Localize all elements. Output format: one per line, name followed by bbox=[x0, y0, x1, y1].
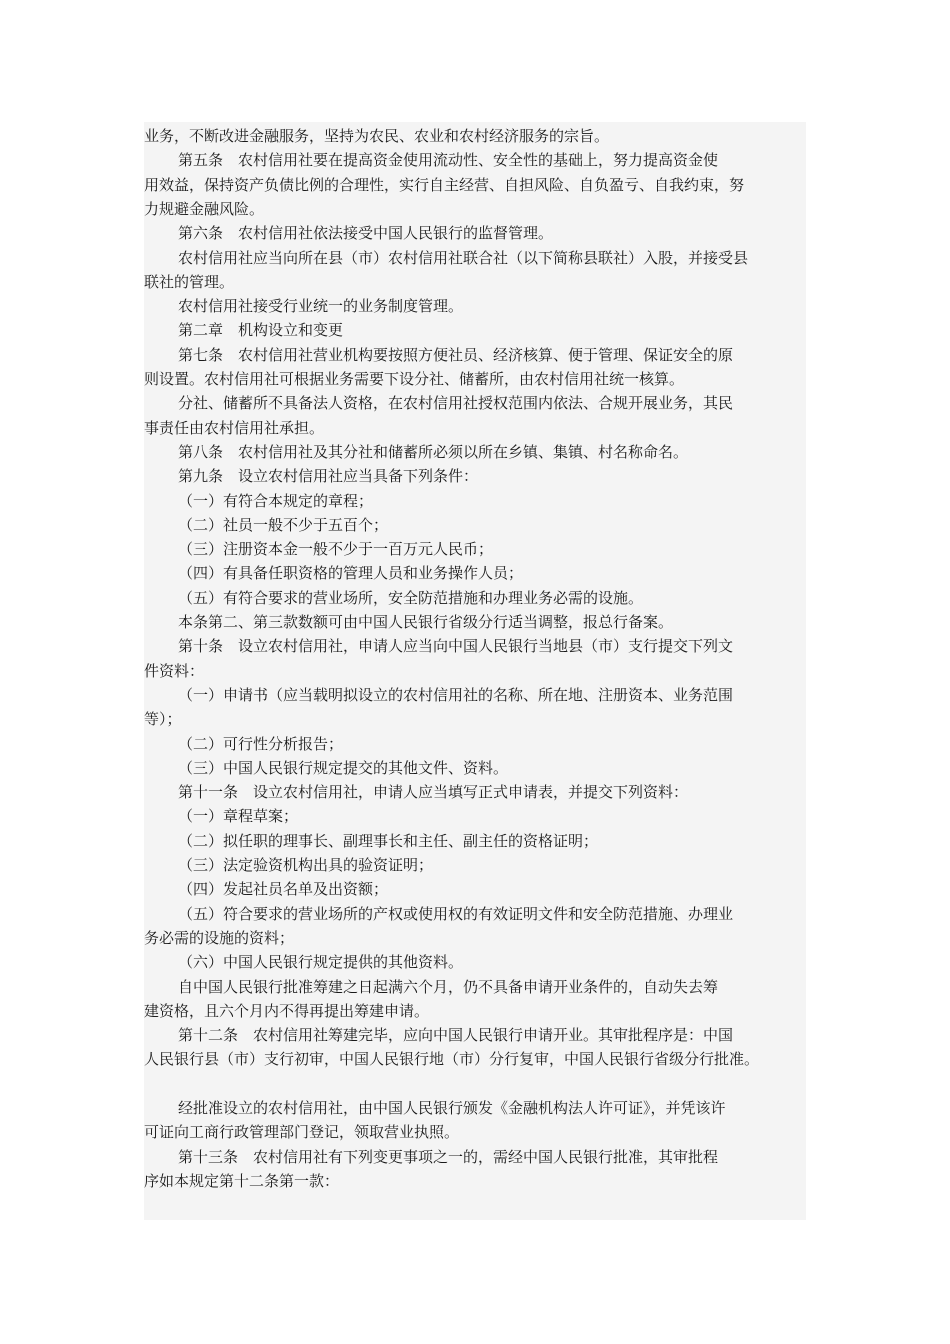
text-line: 第十条 设立农村信用社，申请人应当向中国人民银行当地县（市）支行提交下列文 bbox=[178, 637, 734, 656]
text-line: （一）申请书（应当载明拟设立的农村信用社的名称、所在地、注册资本、业务范围 bbox=[178, 685, 734, 704]
text-line: 第七条 农村信用社营业机构要按照方便社员、经济核算、便于管理、保证安全的原 bbox=[178, 345, 734, 364]
text-line: 力规避金融风险。 bbox=[144, 199, 265, 218]
text-line: 第十二条 农村信用社筹建完毕，应向中国人民银行申请开业。其审批程序是：中国 bbox=[178, 1026, 734, 1045]
text-line: （二）可行性分析报告； bbox=[178, 734, 344, 753]
text-line: （六）中国人民银行规定提供的其他资料。 bbox=[178, 953, 464, 972]
text-line: （三）法定验资机构出具的验资证明； bbox=[178, 856, 434, 874]
text-line: 第二章 机构设立和变更 bbox=[178, 321, 344, 340]
text-line: （五）符合要求的营业场所的产权或使用权的有效证明文件和安全防范措施、办理业 bbox=[178, 904, 734, 923]
text-line: （三）中国人民银行规定提交的其他文件、资料。 bbox=[178, 758, 509, 777]
text-line: 第五条 农村信用社要在提高资金使用流动性、安全性的基础上，努力提高资金使 bbox=[178, 151, 719, 170]
text-line: 可证向工商行政管理部门登记，领取营业执照。 bbox=[144, 1123, 460, 1142]
text-line: （一）章程草案； bbox=[178, 807, 299, 826]
text-line: 分社、储蓄所不具备法人资格，在农村信用社授权范围内依法、合规开展业务，其民 bbox=[178, 394, 734, 413]
document-body bbox=[144, 122, 806, 1220]
text-line: 农村信用社接受行业统一的业务制度管理。 bbox=[178, 297, 464, 316]
text-line: （四）发起社员名单及出资额； bbox=[178, 880, 389, 899]
text-line: 第六条 农村信用社依法接受中国人民银行的监督管理。 bbox=[178, 224, 554, 243]
text-line: 第九条 设立农村信用社应当具备下列条件： bbox=[178, 467, 479, 486]
text-line: 用效益，保持资产负债比例的合理性，实行自主经营、自担风险、自负盈亏、自我约束，努 bbox=[144, 175, 745, 194]
text-line: 则设置。农村信用社可根据业务需要下设分社、储蓄所，由农村信用社统一核算。 bbox=[144, 370, 685, 388]
text-line: 第八条 农村信用社及其分社和储蓄所必须以所在乡镇、集镇、村名称命名。 bbox=[178, 442, 689, 461]
text-line: （四）有具备任职资格的管理人员和业务操作人员； bbox=[178, 564, 524, 583]
text-line: 农村信用社应当向所在县（市）农村信用社联合社（以下简称县联社）入股，并接受县 bbox=[178, 248, 749, 267]
text-line bbox=[144, 1072, 806, 1096]
text-line: 务必需的设施的资料； bbox=[144, 928, 295, 947]
text-line: 经批准设立的农村信用社，由中国人民银行颁发《金融机构法人许可证》，并凭该许 bbox=[178, 1099, 726, 1117]
text-line: （三）注册资本金一般不少于一百万元人民币； bbox=[178, 540, 494, 559]
text-line: 序如本规定第十二条第一款： bbox=[144, 1171, 340, 1190]
text-line: 人民银行县（市）支行初审，中国人民银行地（市）分行复审，中国人民银行省级分行批准。 bbox=[144, 1050, 760, 1069]
text-line: 等）； bbox=[144, 710, 182, 729]
text-line: （一）有符合本规定的章程； bbox=[178, 491, 374, 510]
text-line: （二）拟任职的理事长、副理事长和主任、副主任的资格证明； bbox=[178, 831, 599, 850]
text-line: 第十三条 农村信用社有下列变更事项之一的，需经中国人民银行批准，其审批程 bbox=[178, 1147, 719, 1166]
text-line: 事责任由农村信用社承担。 bbox=[144, 418, 325, 437]
text-line: 业务，不断改进金融服务，坚持为农民、农业和农村经济服务的宗旨。 bbox=[144, 127, 610, 145]
text-line: 自中国人民银行批准筹建之日起满六个月，仍不具备申请开业条件的，自动失去筹 bbox=[178, 977, 719, 996]
text-line: 联社的管理。 bbox=[144, 272, 235, 291]
text-line: 第十一条 设立农村信用社，申请人应当填写正式申请表，并提交下列资料： bbox=[178, 783, 689, 802]
text-line: 本条第二、第三款数额可由中国人民银行省级分行适当调整，报总行备案。 bbox=[178, 613, 674, 631]
text-line: （二）社员一般不少于五百个； bbox=[178, 515, 389, 534]
text-line: （五）有符合要求的营业场所，安全防范措施和办理业务必需的设施。 bbox=[178, 588, 644, 607]
text-line: 建资格，且六个月内不得再提出筹建申请。 bbox=[144, 1001, 430, 1020]
text-line: 件资料： bbox=[144, 661, 205, 680]
